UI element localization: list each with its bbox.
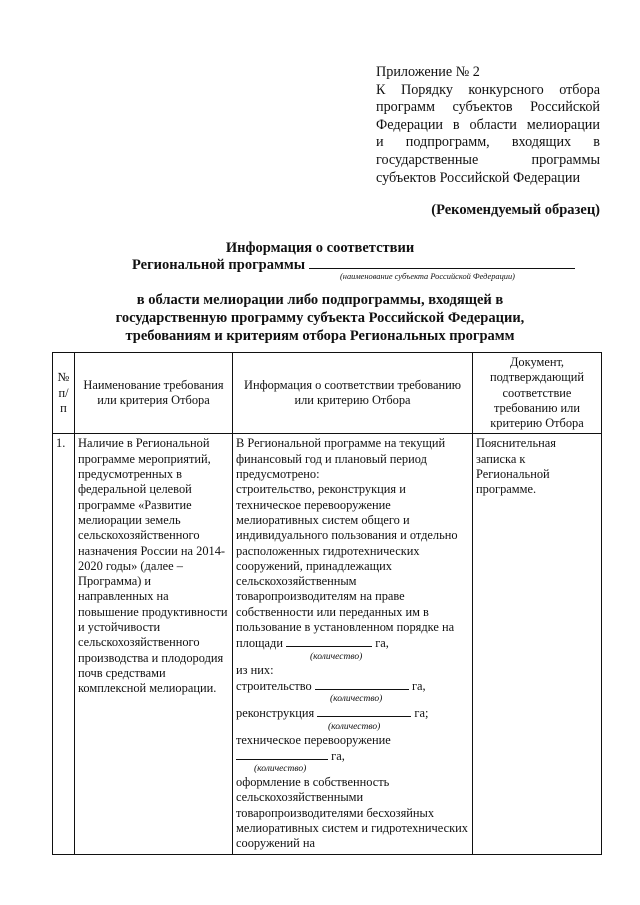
qty-hint: (количество): [328, 721, 381, 732]
tech-blank: [236, 748, 328, 760]
area-blank: [286, 635, 372, 647]
area-label: площади: [236, 636, 283, 651]
appendix-line: субъектов Российской Федерации: [376, 169, 581, 186]
construction-blank: [315, 678, 409, 690]
subtitle-line: требованиям и критериям отбора Региональных программ: [125, 328, 515, 344]
header-num: № п/п: [53, 353, 75, 434]
qty-hint: (количество): [330, 694, 383, 705]
area-unit: га,: [375, 636, 389, 651]
regional-program-label: Региональной программы: [132, 257, 306, 273]
header-info: Информация о соответствии требованию или критерию Отбора: [233, 353, 473, 434]
qty-hint: (количество): [254, 764, 307, 775]
row-info: [233, 434, 473, 854]
tech-line: техническое перевооружение: [236, 732, 391, 747]
appendix-line: государственные программы: [376, 151, 600, 168]
reconstruction-blank: [317, 705, 411, 717]
row-requirement: Наличие в Региональной программе мероприятий, предусмотренных в федеральной целевой программе «Развитие мелиорации земель сельскохозяйственного назначения России на 2014-2020 годы» (далее – Программа) и направленных на повышение продуктивности и устойчивости сельскохозяйственного производства и плодородия почв средствами комплексной мелиорации.: [75, 434, 233, 854]
appendix-block: [376, 64, 600, 187]
subtitle-line: государственную программу субъекта Российской Федерации,: [115, 310, 525, 326]
doc-title: Информация о соответствии: [225, 240, 415, 256]
reconstruction-line: реконструкция га;: [236, 706, 429, 721]
row-num: 1.: [53, 434, 75, 854]
construction-line: строительство га,: [236, 678, 426, 693]
header-doc: Документ, подтверждающий соответствие требованию или критерию Отбора: [473, 353, 602, 434]
appendix-line: программ субъектов Российской: [376, 99, 600, 116]
appendix-line: и подпрограмм, входящих в: [376, 134, 600, 151]
ownership-line: оформление в собственность сельскохозяйственными товаропроизводителями бесхозяйных мелиоративных систем и гидротехнических сооружений на: [236, 775, 468, 851]
sample-label: (Рекомендуемый образец): [431, 202, 600, 218]
doc-subtitle: [70, 291, 570, 345]
tech-blank-line: га,: [236, 748, 469, 764]
info-build: строительство, реконструкция и техническое перевооружение мелиоративных систем общего и индивидуального пользования и отдельно расположенных гидротехнических сооружений, принадлежащих сельскохозяйственным товаропроизводителям на праве собственности или переданных им в пользование в установленном порядке на площади га,: [236, 482, 458, 651]
region-name-hint: (наименование субъекта Российской Федерации): [340, 272, 515, 281]
subtitle-line: в области мелиорации либо подпрограммы, входящей в: [136, 292, 504, 308]
compliance-table: [52, 352, 602, 855]
appendix-line: К Порядку конкурсного отбора: [376, 81, 600, 98]
appendix-line: Федерации в области мелиорации: [376, 116, 600, 133]
region-name-blank: [309, 256, 575, 269]
appendix-line: Приложение № 2: [376, 64, 480, 80]
header-name: Наименование требования или критерия Отбора: [75, 353, 233, 434]
of-them: из них:: [236, 662, 274, 677]
info-intro: В Региональной программе на текущий финансовый год и плановый период предусмотрено:: [236, 436, 446, 482]
row-document: Пояснительная записка к Региональной программе.: [473, 434, 602, 854]
qty-hint: (количество): [310, 651, 363, 662]
